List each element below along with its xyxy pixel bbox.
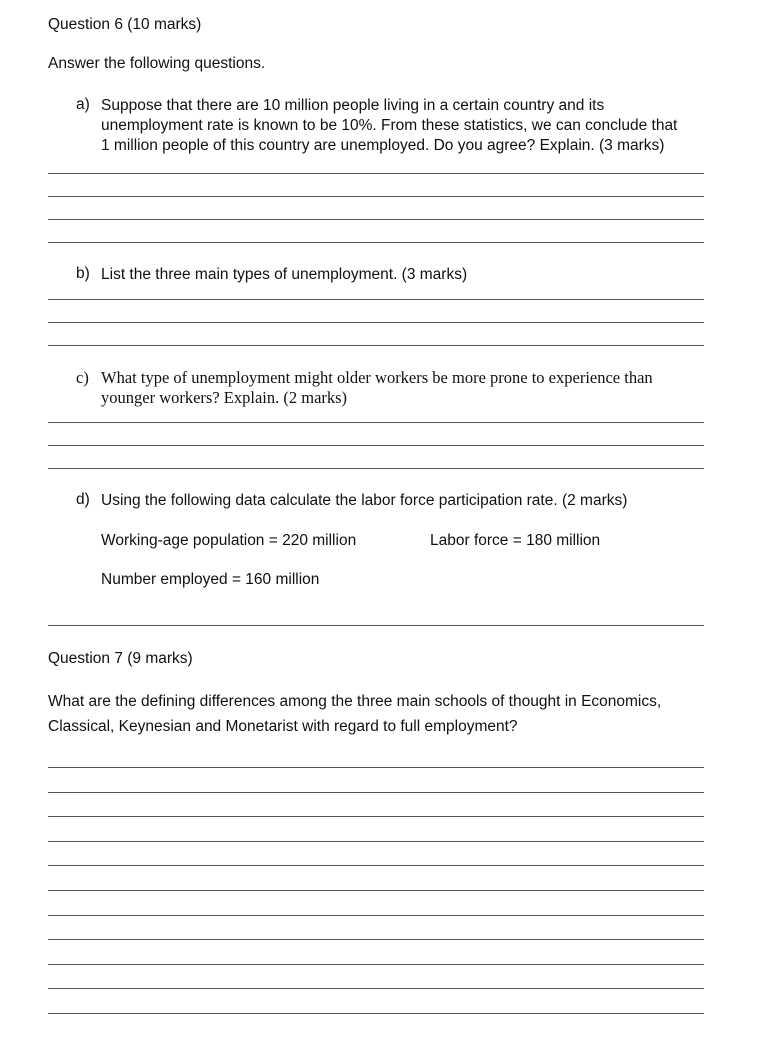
answer-line[interactable] (48, 890, 704, 891)
answer-line[interactable] (48, 767, 704, 768)
answer-line[interactable] (48, 445, 704, 446)
answer-line[interactable] (48, 1013, 704, 1014)
part-a-line-3: 1 million people of this country are unemployed. Do you agree? Explain. (3 marks) (101, 137, 665, 154)
answer-line[interactable] (48, 322, 704, 323)
part-c-line-1: What type of unemployment might older workers be more prone to experience than (101, 368, 653, 387)
part-d-text (101, 491, 627, 511)
answer-line[interactable] (48, 173, 704, 174)
answer-line[interactable] (48, 841, 704, 842)
question-7-text (48, 689, 661, 739)
answer-line[interactable] (48, 468, 704, 469)
question-7-line-1: What are the defining differences among the three main schools of thought in Economics, (48, 693, 662, 710)
part-c-text (101, 368, 653, 408)
answer-line[interactable] (48, 219, 704, 220)
answer-line[interactable] (48, 625, 704, 626)
answer-line[interactable] (48, 422, 704, 423)
part-c-label: c) (76, 368, 89, 387)
part-b-line-1: List the three main types of unemployment. (3 marks) (101, 266, 468, 283)
answer-line[interactable] (48, 816, 704, 817)
answer-line[interactable] (48, 915, 704, 916)
answer-line[interactable] (48, 865, 704, 866)
part-d-line-1: Using the following data calculate the labor force participation rate. (2 marks) (101, 492, 628, 509)
part-a-text (101, 96, 677, 156)
part-a-label: a) (76, 96, 90, 113)
part-b-label: b) (76, 265, 90, 282)
answer-line[interactable] (48, 242, 704, 243)
answer-line[interactable] (48, 299, 704, 300)
answer-line[interactable] (48, 196, 704, 197)
answer-line[interactable] (48, 988, 704, 989)
part-d-label: d) (76, 491, 90, 508)
question-7-title: Question 7 (9 marks) (48, 650, 193, 667)
question-7-line-2: Classical, Keynesian and Monetarist with regard to full employment? (48, 718, 518, 735)
question-6-instruction: Answer the following questions. (48, 55, 266, 72)
answer-line[interactable] (48, 345, 704, 346)
working-age-population: Working-age population = 220 million (101, 532, 357, 549)
part-a-line-1: Suppose that there are 10 million people living in a certain country and its (101, 97, 605, 114)
number-employed: Number employed = 160 million (101, 571, 320, 588)
question-6-title: Question 6 (10 marks) (48, 16, 202, 33)
answer-line[interactable] (48, 792, 704, 793)
answer-line[interactable] (48, 964, 704, 965)
part-a-line-2: unemployment rate is known to be 10%. From these statistics, we can conclude that (101, 117, 678, 134)
part-c-line-2: younger workers? Explain. (2 marks) (101, 388, 348, 407)
part-b-text (101, 265, 467, 285)
answer-line[interactable] (48, 939, 704, 940)
labor-force: Labor force = 180 million (430, 532, 601, 549)
